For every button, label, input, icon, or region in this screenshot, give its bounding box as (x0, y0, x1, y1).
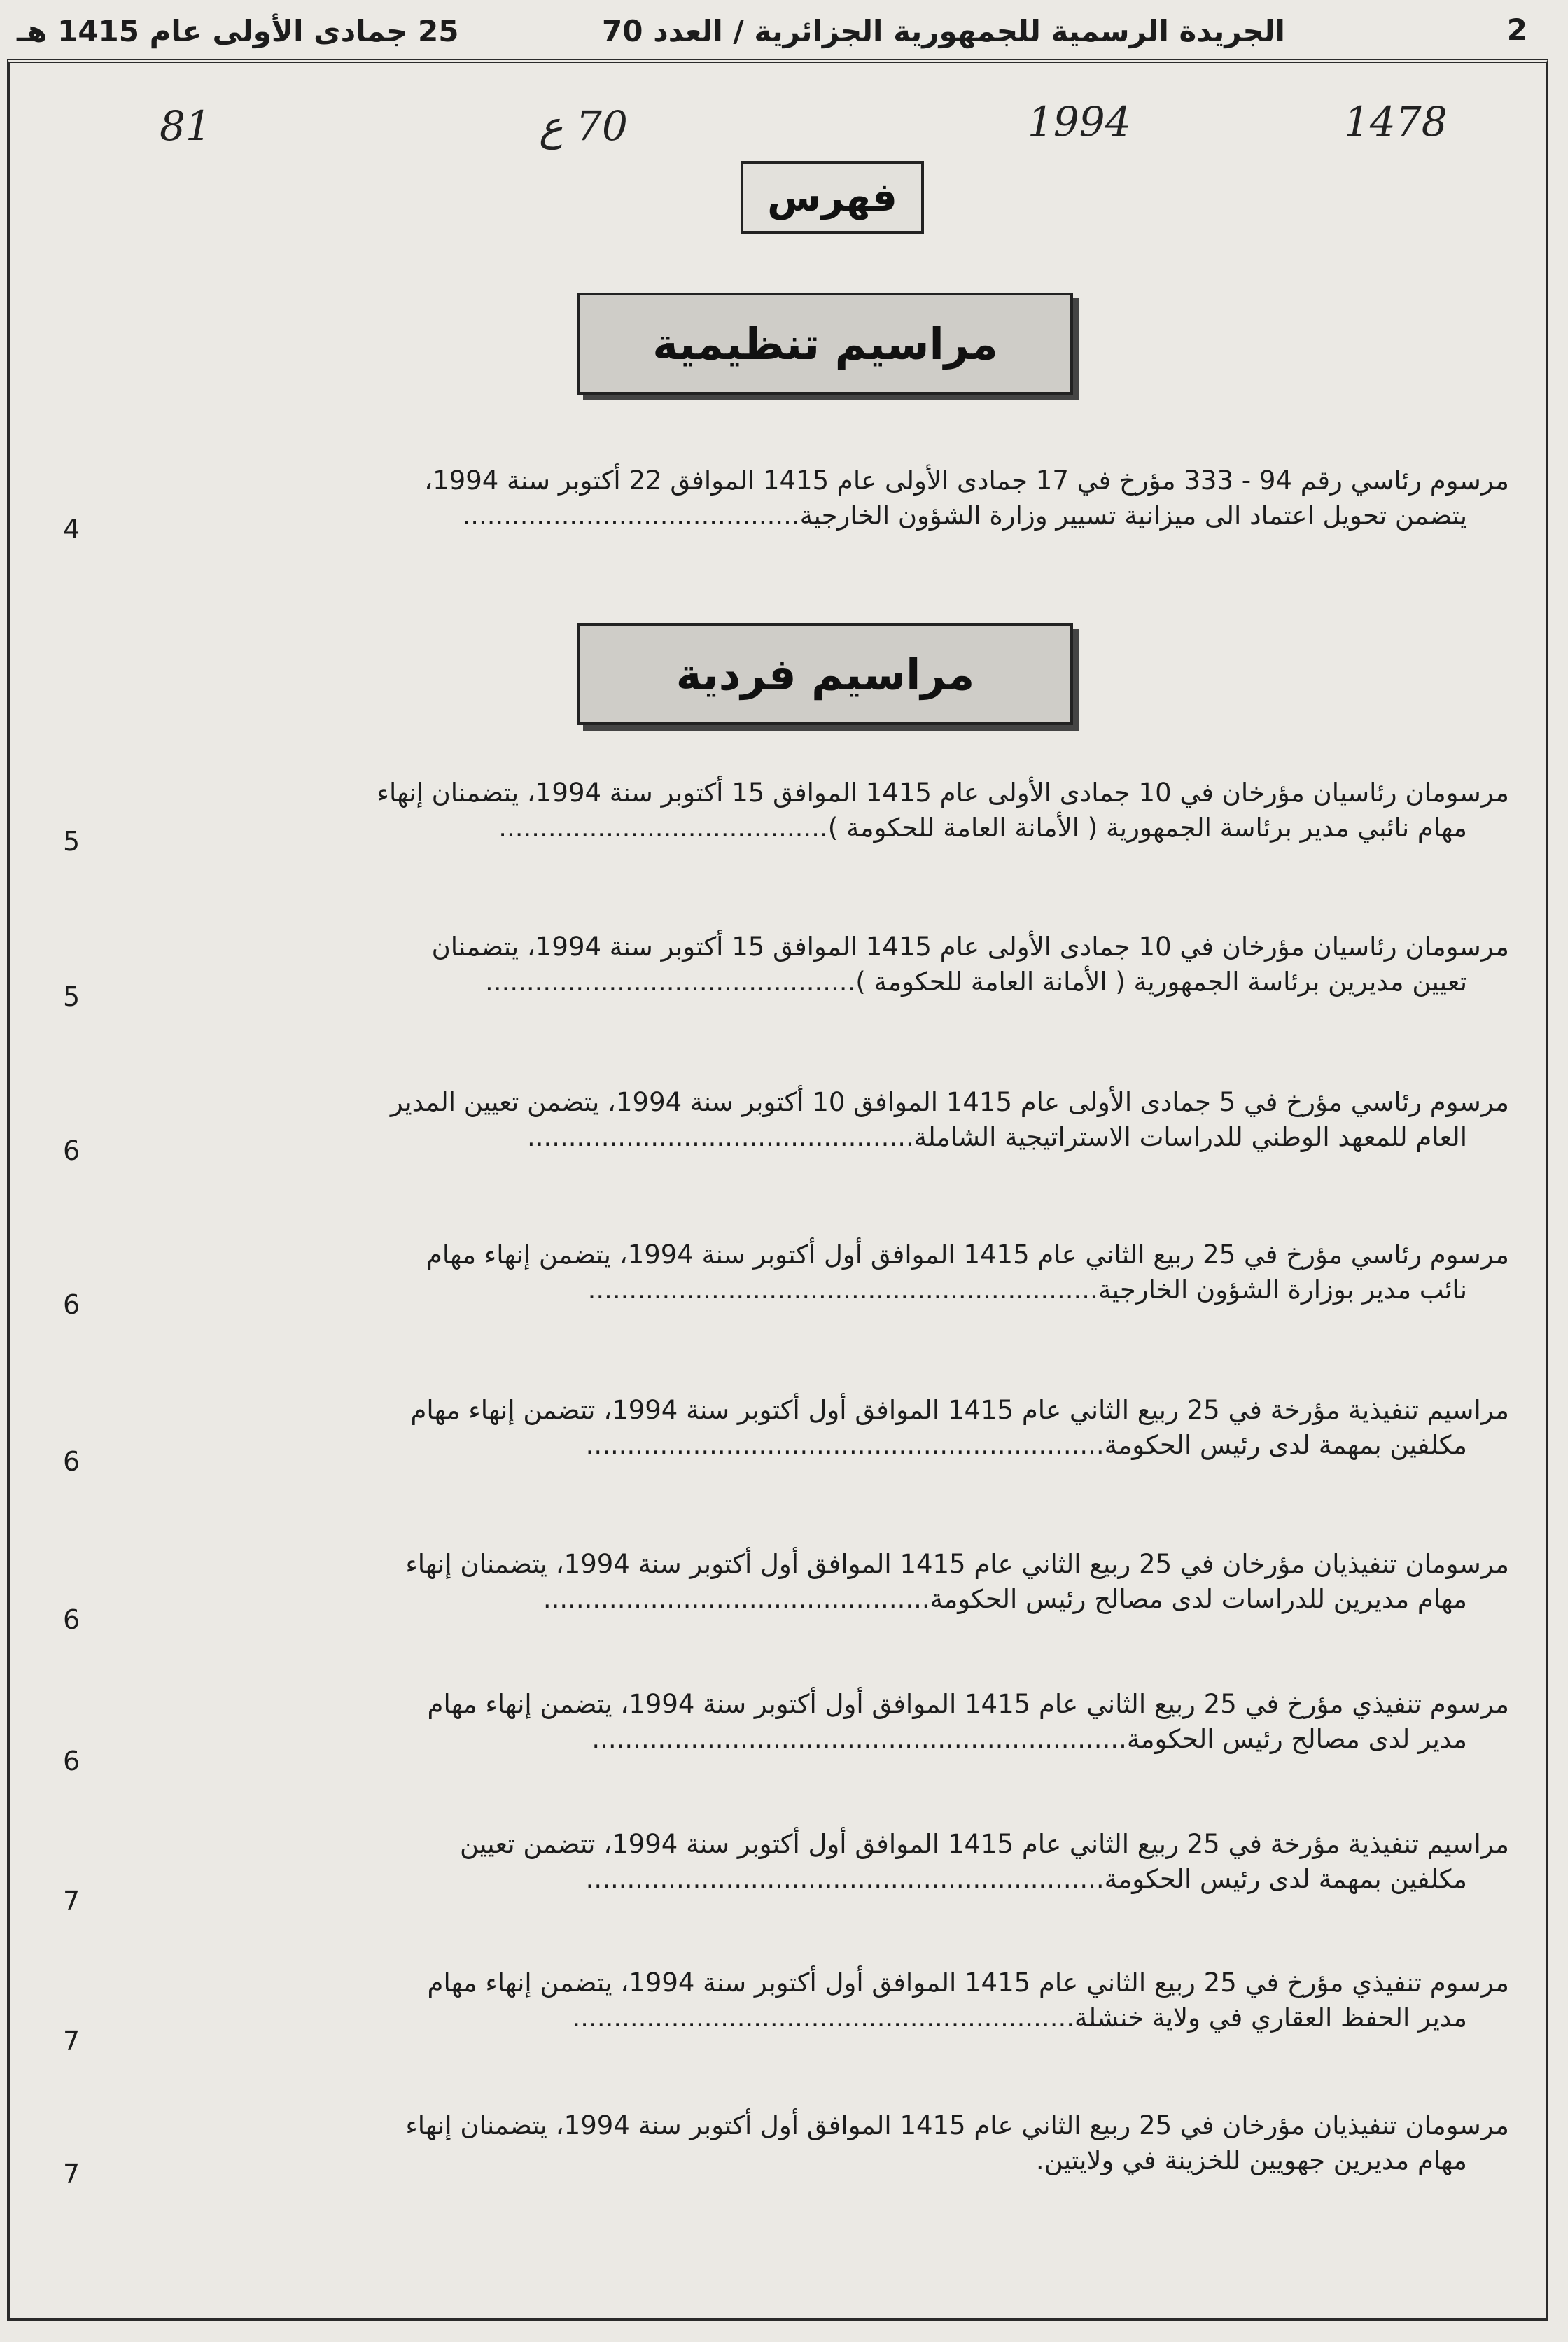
entry-page-number: 5 (63, 981, 80, 1012)
index-entry (147, 1827, 1509, 1897)
entry-line: مرسوم رئاسي مؤرخ في 25 ربيع الثاني عام 1415 الموافق أول أكتوبر سنة 1994، يتضمن إنهاء مهام (426, 1240, 1509, 1270)
entry-line: مرسوم رئاسي مؤرخ في 5 جمادى الأولى عام 1415 الموافق 10 أكتوبر سنة 1994، يتضمن تعيين المدير (390, 1087, 1509, 1117)
index-entry (147, 776, 1509, 846)
entry-line: مرسوم تنفيذي مؤرخ في 25 ربيع الثاني عام 1415 الموافق أول أكتوبر سنة 1994، يتضمن إنهاء مهام (427, 1689, 1509, 1719)
index-entry (147, 1393, 1509, 1463)
index-entry (147, 2108, 1509, 2178)
entry-line: مكلفين بمهمة لدى رئيس الحكومة............................................................... (585, 1430, 1467, 1460)
entry-line: مهام مديرين جهويين للخزينة في ولايتين. (1035, 2145, 1467, 2175)
handwritten-note: 1478 (1344, 98, 1448, 146)
entry-page-number: 7 (63, 1886, 80, 1916)
entry-line: مدير لدى مصالح رئيس الحكومة................................................................. (592, 1724, 1467, 1754)
entry-page-number: 5 (63, 826, 80, 857)
running-header (0, 0, 1568, 59)
entry-line: مرسومان تنفيذيان مؤرخان في 25 ربيع الثاني عام 1415 الموافق أول أكتوبر سنة 1994، يتضمنان إنهاء (405, 1549, 1509, 1579)
index-entry (147, 930, 1509, 1000)
entry-line: مهام نائبي مدير برئاسة الجمهورية ( الأمانة العامة للحكومة )........................................ (498, 813, 1467, 843)
entry-line: مراسيم تنفيذية مؤرخة في 25 ربيع الثاني عام 1415 الموافق أول أكتوبر سنة 1994، تتضمن إنهاء مهام (410, 1395, 1509, 1425)
entry-line: مدير الحفظ العقاري في ولاية خنشلة............................................................. (572, 2003, 1467, 2033)
index-entry (147, 1085, 1509, 1155)
entry-page-number: 6 (63, 1135, 80, 1166)
entry-line: مرسوم رئاسي رقم 94 - 333 مؤرخ في 17 جمادى الأولى عام 1415 الموافق 22 أكتوبر سنة 1994، (424, 465, 1509, 496)
entry-page-number: 7 (63, 2026, 80, 2056)
entry-line: مكلفين بمهمة لدى رئيس الحكومة............................................................... (585, 1864, 1467, 1894)
section-heading-individual: مراسيم فردية (578, 623, 1073, 725)
entry-page-number: 6 (63, 1446, 80, 1477)
entry-line: مرسوم تنفيذي مؤرخ في 25 ربيع الثاني عام 1415 الموافق أول أكتوبر سنة 1994، يتضمن إنهاء مهام (427, 1968, 1509, 1998)
header-journal-title: الجريدة الرسمية للجمهورية الجزائرية / العدد 70 (602, 14, 1285, 48)
handwritten-note: 81 (160, 102, 211, 150)
header-page-number: 2 (1506, 13, 1527, 47)
entry-line: نائب مدير بوزارة الشؤون الخارجية.............................................................. (587, 1275, 1467, 1305)
entry-line: تعيين مديرين برئاسة الجمهورية ( الأمانة العامة للحكومة )............................................. (485, 967, 1467, 997)
entry-line: مهام مديرين للدراسات لدى مصالح رئيس الحكومة............................................... (542, 1584, 1467, 1614)
handwritten-note: 1994 (1028, 98, 1131, 146)
entry-line: مرسومان رئاسيان مؤرخان في 10 جمادى الأولى عام 1415 الموافق 15 أكتوبر سنة 1994، يتضمنان (431, 932, 1509, 962)
index-entry (147, 1237, 1509, 1307)
entry-line: مرسومان رئاسيان مؤرخان في 10 جمادى الأولى عام 1415 الموافق 15 أكتوبر سنة 1994، يتضمنان إنهاء (377, 778, 1509, 808)
index-entry (147, 463, 1509, 533)
entry-line: العام للمعهد الوطني للدراسات الاستراتيجية الشاملة............................................... (526, 1122, 1467, 1152)
entry-page-number: 4 (63, 514, 80, 545)
entry-page-number: 7 (63, 2159, 80, 2189)
entry-page-number: 6 (63, 1289, 80, 1320)
entry-page-number: 6 (63, 1746, 80, 1776)
entry-page-number: 6 (63, 1604, 80, 1635)
index-entry (147, 1965, 1509, 2035)
handwritten-note: 70 ع (539, 102, 628, 150)
section-heading-regulatory: مراسيم تنظيمية (578, 293, 1073, 395)
index-entry (147, 1547, 1509, 1617)
entry-line: مراسيم تنفيذية مؤرخة في 25 ربيع الثاني عام 1415 الموافق أول أكتوبر سنة 1994، تتضمن تعيين (459, 1829, 1509, 1859)
header-date: 25 جمادى الأولى عام 1415 هـ (17, 14, 459, 48)
entry-line: مرسومان تنفيذيان مؤرخان في 25 ربيع الثاني عام 1415 الموافق أول أكتوبر سنة 1994، يتضمنان إنهاء (405, 2110, 1509, 2140)
index-entry (147, 1687, 1509, 1757)
index-title: فهرس (741, 161, 924, 234)
entry-line: يتضمن تحويل اعتماد الى ميزانية تسيير وزارة الشؤون الخارجية......................................... (462, 500, 1467, 531)
